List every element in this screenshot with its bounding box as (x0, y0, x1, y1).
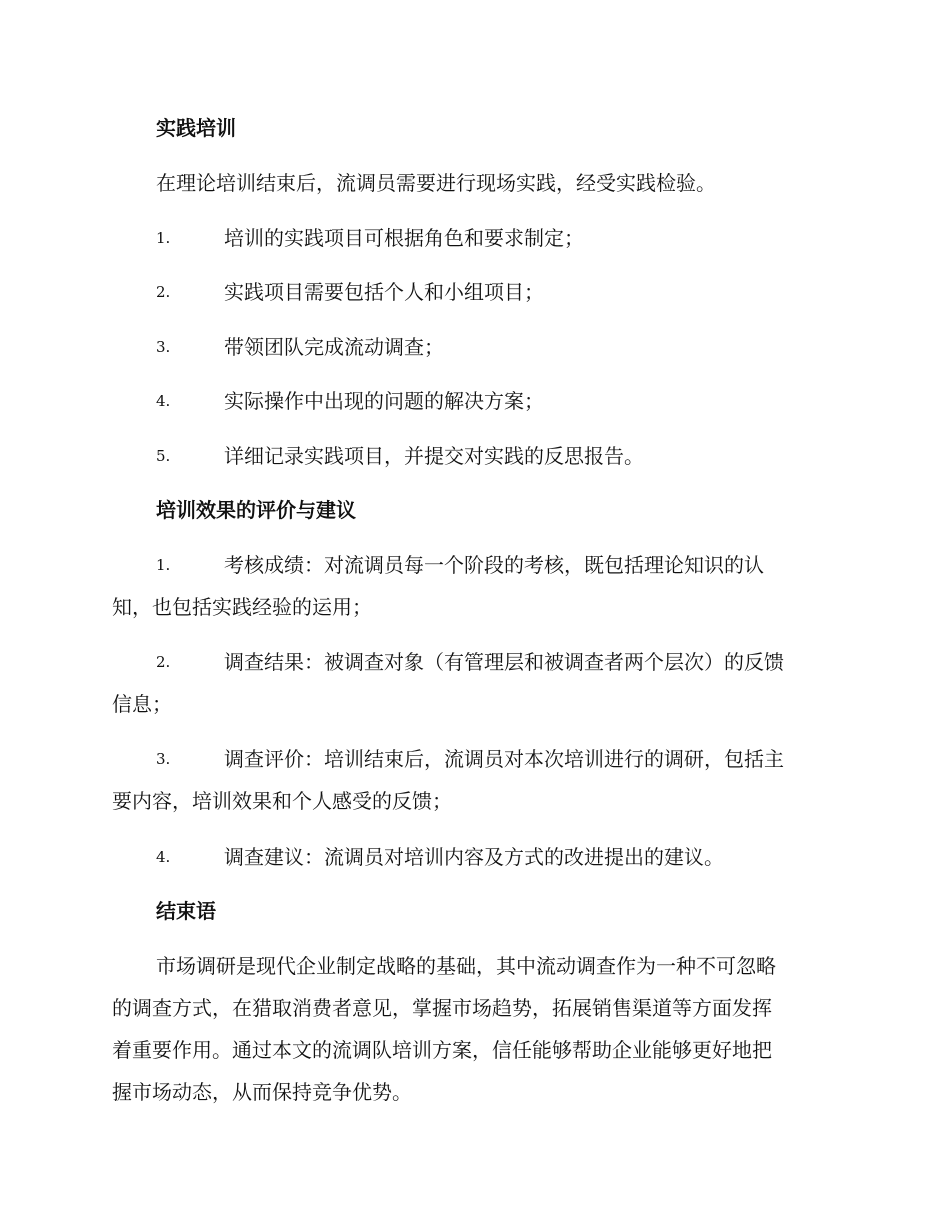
list-item (0, 551, 950, 621)
list-number: 4. (156, 848, 171, 866)
list-number: 4. (156, 392, 171, 410)
list-text: 实践项目需要包括个人和小组项目； (224, 280, 544, 304)
list-item (0, 387, 950, 415)
list-item (0, 224, 950, 252)
list-text-line: 考核成绩：对流调员每一个阶段的考核，既包括理论知识的认 (224, 553, 764, 577)
section-heading-evaluation: 培训效果的评价与建议 (156, 498, 356, 522)
list-number: 3. (156, 750, 171, 768)
list-text: 详细记录实践项目，并提交对实践的反思报告。 (224, 444, 644, 468)
practice-intro: 在理论培训结束后，流调员需要进行现场实践，经受实践检验。 (156, 171, 716, 195)
list-number: 1. (156, 229, 171, 247)
conclusion-line: 市场调研是现代企业制定战略的基础，其中流动调查作为一种不可忽略 (156, 954, 776, 978)
list-number: 5. (156, 447, 171, 465)
section-heading-conclusion: 结束语 (156, 899, 216, 923)
list-item (0, 648, 950, 718)
list-text-line: 调查结果：被调查对象（有管理层和被调查者两个层次）的反馈 (224, 650, 784, 674)
list-item (0, 843, 950, 871)
list-text: 带领团队完成流动调查； (224, 335, 444, 359)
list-text: 实际操作中出现的问题的解决方案； (224, 389, 544, 413)
list-number: 2. (156, 283, 171, 301)
list-item (0, 745, 950, 815)
list-number: 3. (156, 338, 171, 356)
conclusion-line: 的调查方式，在猎取消费者意见，掌握市场趋势，拓展销售渠道等方面发挥 (112, 996, 772, 1020)
list-number: 2. (156, 653, 171, 671)
list-text: 培训的实践项目可根据角色和要求制定； (224, 226, 584, 250)
list-text-line: 知，也包括实践经验的运用； (112, 595, 372, 619)
list-text: 调查建议：流调员对培训内容及方式的改进提出的建议。 (224, 845, 724, 869)
conclusion-line: 握市场动态，从而保持竞争优势。 (112, 1080, 412, 1104)
list-number: 1. (156, 556, 171, 574)
list-item (0, 333, 950, 361)
list-text-line: 调查评价：培训结束后，流调员对本次培训进行的调研，包括主 (224, 747, 784, 771)
conclusion-line: 着重要作用。通过本文的流调队培训方案，信任能够帮助企业能够更好地把 (112, 1038, 772, 1062)
list-text-line: 信息； (112, 692, 172, 716)
list-text-line: 要内容，培训效果和个人感受的反馈； (112, 789, 452, 813)
list-item (0, 442, 950, 470)
list-item (0, 278, 950, 306)
section-heading-practice: 实践培训 (156, 116, 236, 140)
